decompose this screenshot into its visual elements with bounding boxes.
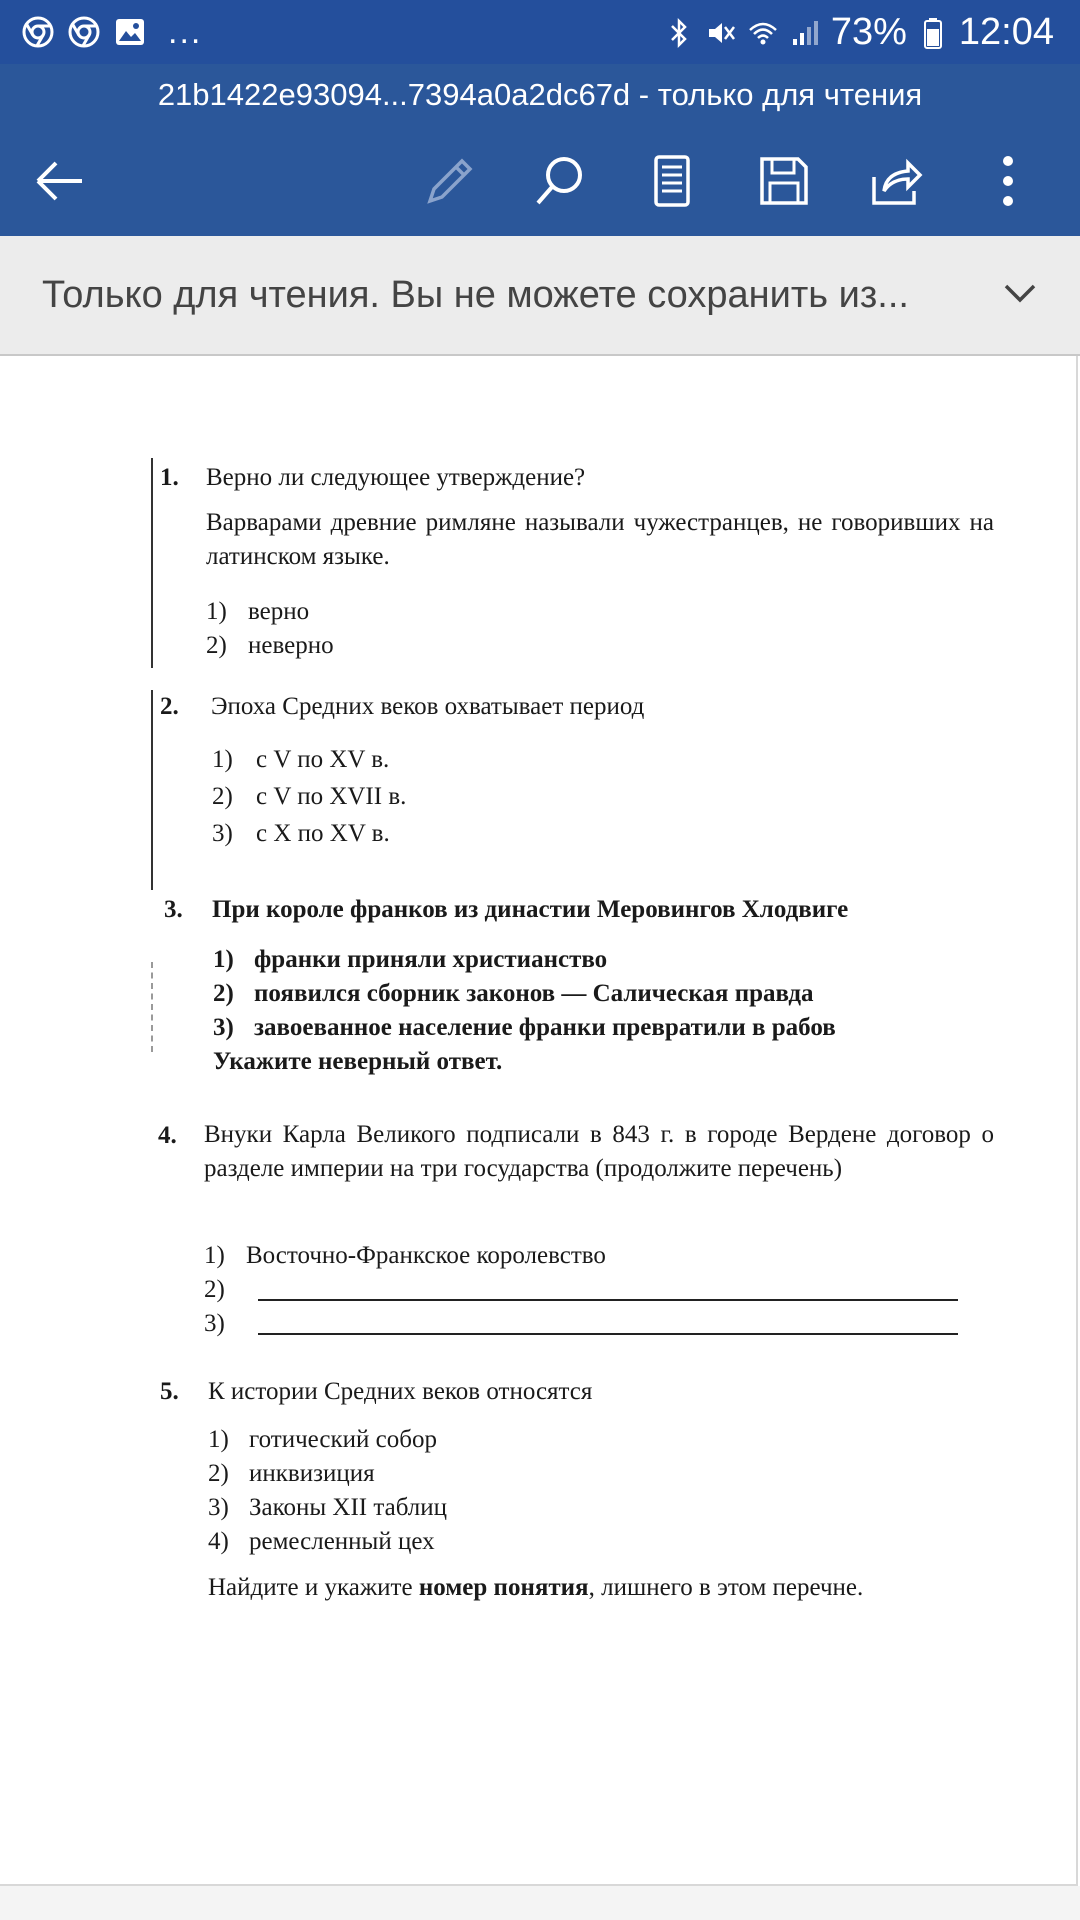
question-text: При короле франков из династии Меровингов Хлодвиге: [212, 896, 849, 923]
search-button[interactable]: [530, 151, 590, 211]
option-number: 1): [212, 746, 233, 773]
wifi-icon: [747, 16, 779, 48]
reading-view-icon: [642, 151, 702, 211]
option-text: ремесленный цех: [249, 1528, 435, 1555]
option-text: инквизиция: [249, 1460, 375, 1487]
more-vert-icon: [978, 151, 1038, 211]
question-number: 1.: [160, 464, 179, 491]
battery-icon: [917, 16, 949, 48]
reading-view-button[interactable]: [642, 151, 702, 211]
instruction-emphasis: номер понятия: [418, 1574, 589, 1601]
option-number: 3): [212, 820, 233, 847]
save-icon: [754, 151, 814, 211]
option-number: 2): [204, 1276, 225, 1303]
option-number: 1): [208, 1426, 229, 1453]
option-text: завоеванное население франки превратили в рабов: [254, 1014, 836, 1041]
question-number: 2.: [160, 693, 179, 720]
option-text: с V по XVII в.: [256, 783, 407, 810]
page-footer-strip: [0, 1886, 1080, 1920]
option-number: 2): [206, 632, 227, 659]
question-text: К истории Средних веков относятся: [208, 1378, 593, 1405]
status-bar: [0, 0, 1080, 64]
option-text: Законы XII таблиц: [249, 1494, 448, 1521]
search-icon: [530, 151, 590, 211]
signal-icon: [789, 16, 821, 48]
document-page[interactable]: [0, 356, 1078, 1886]
answer-blank: [258, 1281, 958, 1301]
option-text: верно: [248, 598, 310, 625]
question-number: 3.: [164, 896, 183, 923]
chrome-icon: [22, 16, 54, 48]
edit-button[interactable]: [420, 151, 480, 211]
question-text: Верно ли следующее утверждение?: [206, 464, 586, 491]
save-button[interactable]: [754, 151, 814, 211]
margin-line: [151, 690, 153, 890]
option-number: 2): [208, 1460, 229, 1487]
chrome-icon: [68, 16, 100, 48]
option-number: 2): [212, 783, 233, 810]
option-text: франки приняли христианство: [254, 946, 608, 973]
more-options-button[interactable]: [978, 151, 1038, 211]
share-button[interactable]: [866, 151, 926, 211]
option-text: с V по XV в.: [256, 746, 390, 773]
option-number: 2): [213, 980, 234, 1007]
question-number: 5.: [160, 1378, 179, 1405]
question-note: Укажите неверный ответ.: [213, 1048, 503, 1075]
battery-percent: 73%: [830, 10, 907, 53]
bluetooth-icon: [663, 16, 695, 48]
option-number: 3): [208, 1494, 229, 1521]
document-title: 21b1422e93094...7394a0a2dc67d - только для чтения: [0, 64, 1080, 126]
clock: 12:04: [958, 10, 1054, 53]
option-number: 1): [204, 1242, 225, 1269]
question-number: 4.: [158, 1122, 177, 1149]
answer-blank: [258, 1315, 958, 1335]
edit-pencil-icon: [420, 151, 480, 211]
chevron-down-icon[interactable]: [1000, 272, 1040, 312]
question-statement: Варварами древние римляне называли чужестранцев, не говоривших на латинском языке.: [206, 509, 994, 570]
gallery-icon: [114, 16, 146, 48]
option-text: готический собор: [249, 1426, 437, 1453]
option-number: 1): [206, 598, 227, 625]
question-text: Эпоха Средних веков охватывает период: [211, 693, 645, 720]
margin-line: [151, 458, 153, 668]
instruction-text: Найдите и укажите: [208, 1574, 419, 1601]
back-button[interactable]: [30, 151, 90, 211]
back-arrow-icon: [30, 151, 90, 211]
mute-icon: [705, 16, 737, 48]
toolbar: [0, 126, 1080, 236]
question-text: Внуки Карла Великого подписали в 843 г. в городе Вердене договор о разделе империи на три государства (продолжите перечень): [204, 1121, 994, 1182]
option-text: Восточно-Франкское королевство: [246, 1242, 606, 1269]
instruction-text: , лишнего в этом перечне.: [588, 1574, 864, 1601]
option-number: 4): [208, 1528, 229, 1555]
read-only-message: Только для чтения. Вы не можете сохранить из...: [42, 273, 909, 316]
read-only-banner[interactable]: [0, 236, 1080, 356]
option-number: 3): [213, 1014, 234, 1041]
option-number: 3): [204, 1310, 225, 1337]
more-notifications: ...: [168, 12, 203, 51]
option-number: 1): [213, 946, 234, 973]
share-icon: [866, 151, 926, 211]
margin-line: [151, 962, 153, 1052]
option-text: появился сборник законов — Салическая правда: [254, 980, 814, 1007]
question-instruction: [208, 1574, 863, 1602]
option-text: с X по XV в.: [256, 820, 390, 847]
option-text: неверно: [248, 632, 334, 659]
